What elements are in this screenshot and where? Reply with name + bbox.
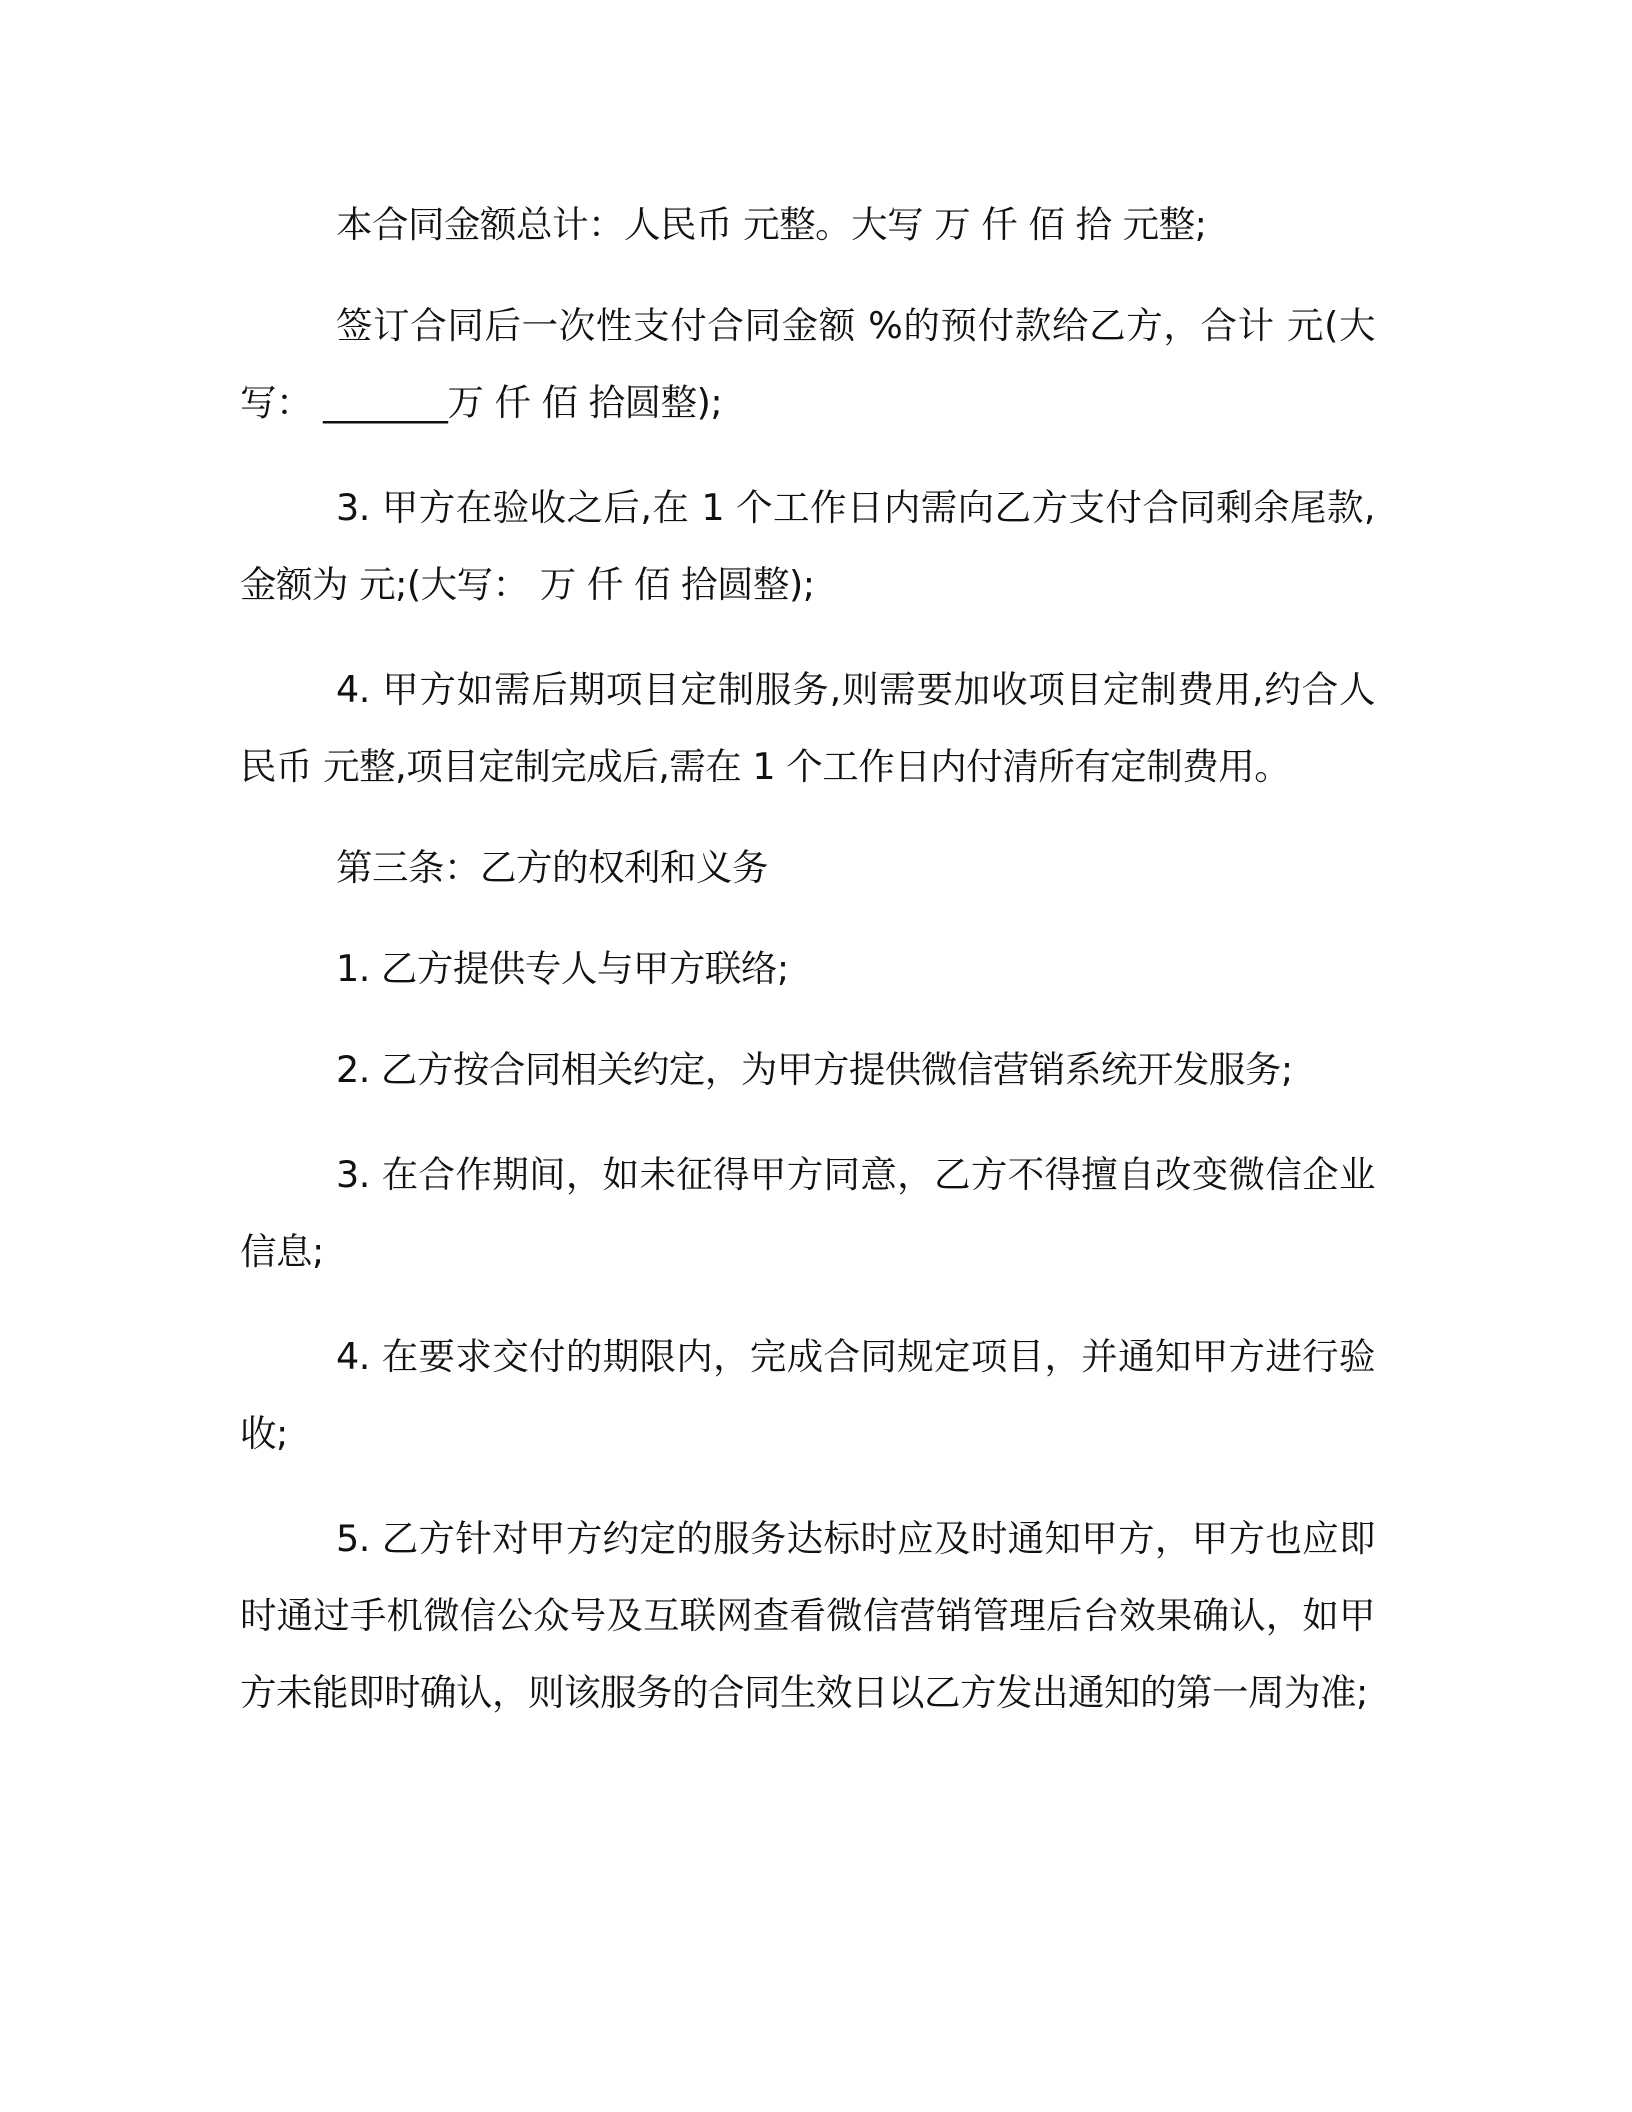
paragraph-contract-total: 本合同金额总计：人民币 元整。大写 万 仟 佰 拾 元整; xyxy=(336,203,1207,246)
paragraph-customization-fee: 4. 甲方如需后期项目定制服务,则需要加收项目定制费用,约合人民币 元整,项目定制完成后,需在 1 个工作日内付清所有定制费用。 xyxy=(240,668,1375,788)
paragraph-final-payment: 3. 甲方在验收之后,在 1 个工作日内需向乙方支付合同剩余尾款,金额为 元;(大写： 万 仟 佰 拾圆整); xyxy=(240,486,1375,606)
document-body xyxy=(240,186,1375,1731)
paragraph-item-1: 1. 乙方提供专人与甲方联络; xyxy=(336,947,789,990)
paragraph-item-3: 3. 在合作期间，如未征得甲方同意，乙方不得擅自改变微信企业信息; xyxy=(240,1153,1375,1273)
paragraph-item-4: 4. 在要求交付的期限内，完成合同规定项目，并通知甲方进行验收; xyxy=(240,1335,1375,1455)
section-heading-article-3: 第三条：乙方的权利和义务 xyxy=(336,846,768,889)
paragraph-prepayment: 签订合同后一次性支付合同金额 %的预付款给乙方，合计 元(大写： _______万 仟 佰 拾圆整); xyxy=(240,304,1375,424)
paragraph-item-5: 5. 乙方针对甲方约定的服务达标时应及时通知甲方，甲方也应即时通过手机微信公众号及互联网查看微信营销管理后台效果确认，如甲方未能即时确认，则该服务的合同生效日以乙方发出通知的第一周为准; xyxy=(240,1517,1375,1714)
paragraph-item-2: 2. 乙方按合同相关约定，为甲方提供微信营销系统开发服务; xyxy=(336,1048,1293,1091)
